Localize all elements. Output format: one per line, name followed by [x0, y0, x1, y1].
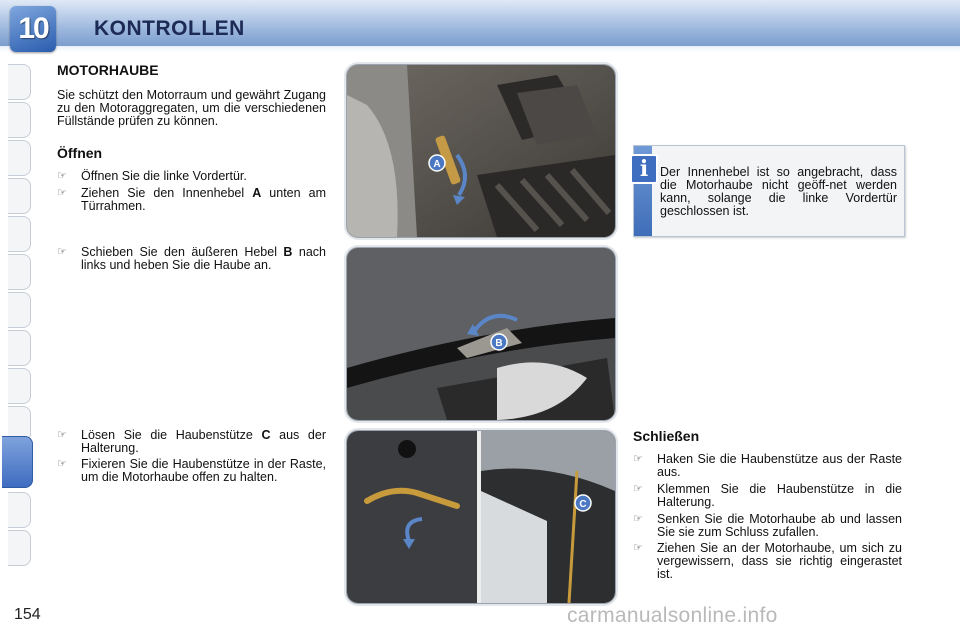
pointing-hand-icon: ☞ [57, 187, 67, 199]
info-box [633, 145, 905, 237]
watermark: carmanualsonline.info [567, 604, 778, 627]
close-step-1: ☞ Haken Sie die Haubenstütze aus der Raste aus. [633, 452, 902, 479]
pointing-hand-icon: ☞ [57, 246, 67, 258]
close-step-4: ☞ Ziehen Sie an der Motorhaube, um sich zu vergewissern, dass sie richtig eingerastet ist. [633, 541, 902, 581]
open-step-4: ☞ Lösen Sie die Haubenstütze C aus der Halterung. [57, 428, 326, 455]
pointing-hand-icon: ☞ [57, 429, 67, 441]
side-tab[interactable] [8, 254, 31, 290]
pointing-hand-icon: ☞ [633, 453, 643, 465]
side-tab[interactable] [8, 492, 31, 528]
side-tab[interactable] [8, 530, 31, 566]
section-intro: Sie schützt den Motorraum und gewährt Zugang zu den Motoraggregaten, um die verschiedenen Füllstände prüfen zu können. [57, 88, 326, 128]
side-tab[interactable] [8, 216, 31, 252]
close-step-2: ☞ Klemmen Sie die Haubenstütze in die Halterung. [633, 482, 902, 509]
side-tab[interactable] [8, 368, 31, 404]
side-tab-active-chapter-10[interactable] [2, 436, 33, 488]
photo-label-c: C [579, 499, 587, 510]
open-step-1: ☞ Öffnen Sie die linke Vordertür. [57, 169, 247, 183]
page-number: 154 [14, 606, 41, 623]
close-step-3: ☞ Senken Sie die Motorhaube ab und lassen Sie sie zum Schluss zufallen. [633, 512, 902, 539]
pointing-hand-icon: ☞ [57, 170, 67, 182]
info-text: Der Innenhebel ist so angebracht, dass die Motorhaube nicht geöff-net werden kann, solange die linke Vordertür geschlossen ist. [660, 165, 897, 218]
lever-key-a: A [252, 186, 262, 200]
lever-key-b: B [283, 245, 293, 259]
close-heading: Schließen [633, 428, 700, 444]
side-tab[interactable] [8, 292, 31, 328]
open-step-3: ☞ Schieben Sie den äußeren Hebel B nach links und heben Sie die Haube an. [57, 245, 326, 272]
section-title: MOTORHAUBE [57, 62, 159, 78]
support-key-c: C [261, 428, 271, 442]
chapter-number-badge: 10 [10, 6, 56, 52]
photo-interior-lever [346, 64, 616, 238]
photo-label-a: A [433, 159, 441, 170]
side-tab[interactable] [8, 102, 31, 138]
photo-label-b: B [495, 338, 503, 349]
open-step-5: ☞ Fixieren Sie die Haubenstütze in der Raste, um die Motorhaube offen zu halten. [57, 457, 326, 484]
side-tab[interactable] [8, 140, 31, 176]
pointing-hand-icon: ☞ [633, 513, 643, 525]
photo-exterior-lever [346, 247, 616, 421]
pointing-hand-icon: ☞ [633, 542, 643, 554]
info-icon: i [630, 154, 658, 184]
chapter-title: KONTROLLEN [94, 17, 245, 40]
side-tab[interactable] [8, 178, 31, 214]
pointing-hand-icon: ☞ [633, 483, 643, 495]
open-step-2: ☞ Ziehen Sie den Innenhebel A unten am Türrahmen. [57, 186, 326, 213]
pointing-hand-icon: ☞ [57, 458, 67, 470]
side-tab[interactable] [8, 330, 31, 366]
open-heading: Öffnen [57, 145, 103, 161]
side-tab[interactable] [8, 64, 31, 100]
chapter-side-tabs [0, 62, 34, 574]
photo-bonnet-stay [346, 430, 616, 604]
